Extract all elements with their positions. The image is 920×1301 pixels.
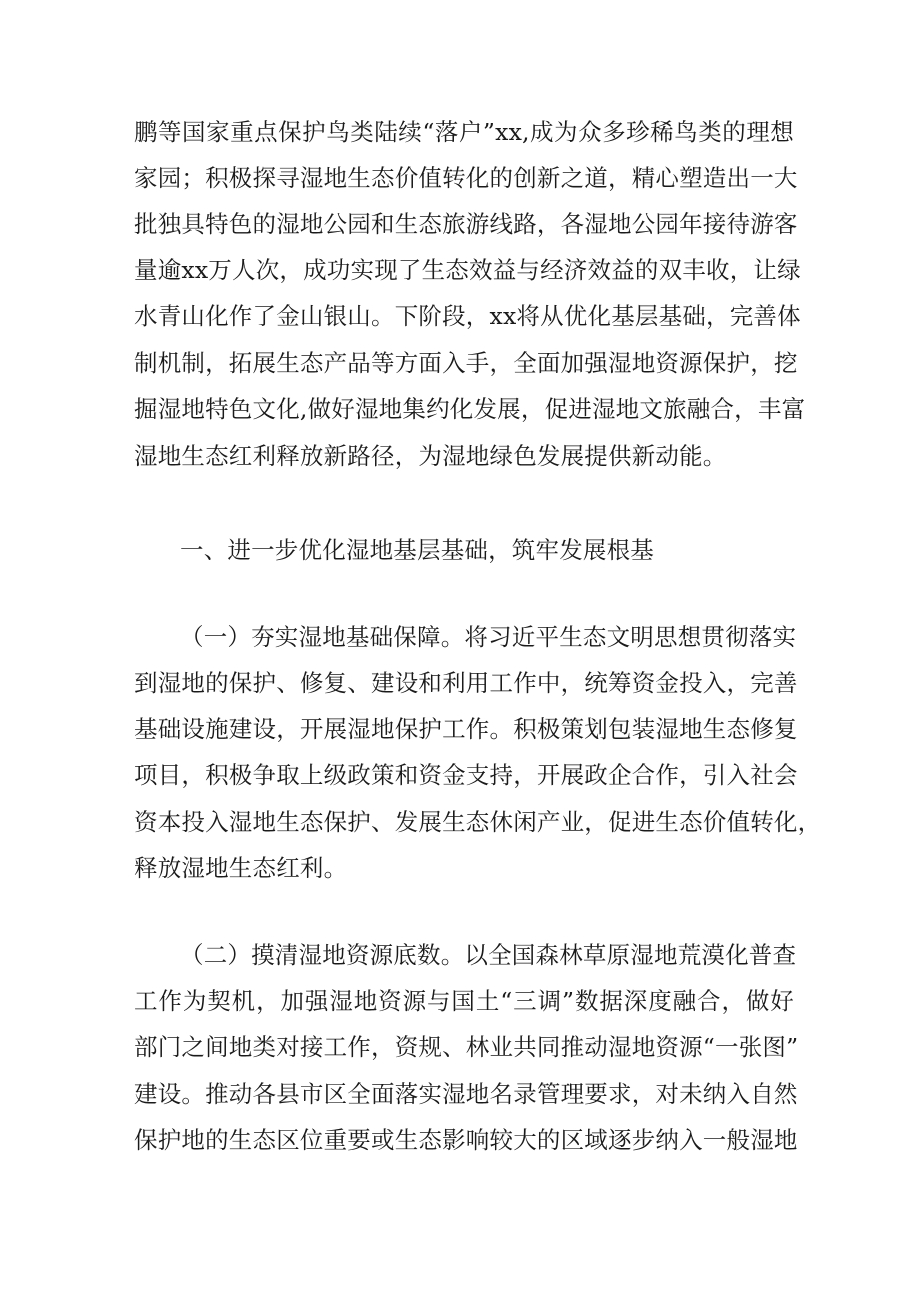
paragraph-2-line-1: （二）摸清湿地资源底数。以全国森林草原湿地荒漠化普查 bbox=[180, 941, 797, 969]
paragraph-intro-line-7: 掘湿地特色文化,做好湿地集约化发展，促进湿地文旅融合，丰富 bbox=[134, 395, 806, 423]
section-heading: 一、进一步优化湿地基层基础，筑牢发展根基 bbox=[180, 536, 654, 564]
paragraph-1-line-4: 项目，积极争取上级政策和资金支持，开展政企合作，引入社会 bbox=[134, 761, 798, 789]
paragraph-intro-line-3: 批独具特色的湿地公园和生态旅游线路，各湿地公园年接待游客 bbox=[134, 210, 798, 238]
paragraph-1-line-2: 到湿地的保护、修复、建设和利用工作中，统筹资金投入，完善 bbox=[134, 669, 798, 697]
paragraph-1-line-6: 释放湿地生态红利。 bbox=[134, 854, 348, 882]
paragraph-intro-line-5: 水青山化作了金山银山。下阶段，xx将从优化基层基础，完善体 bbox=[134, 302, 801, 330]
paragraph-intro-line-4: 量逾xx万人次，成功实现了生态效益与经济效益的双丰收，让绿 bbox=[134, 256, 801, 284]
paragraph-2-line-3: 部门之间地类对接工作，资规、林业共同推动湿地资源“一张图” bbox=[134, 1033, 799, 1061]
paragraph-1-line-3: 基础设施建设，开展湿地保护工作。积极策划包装湿地生态修复 bbox=[134, 715, 798, 743]
paragraph-2-line-4: 建设。推动各县市区全面落实湿地名录管理要求，对未纳入自然 bbox=[134, 1080, 798, 1108]
paragraph-intro-line-2: 家园；积极探寻湿地生态价值转化的创新之道，精心塑造出一大 bbox=[134, 164, 798, 192]
paragraph-2-line-2: 工作为契机，加强湿地资源与国土“三调”数据深度融合，做好 bbox=[134, 987, 794, 1015]
paragraph-1-line-1: （一）夯实湿地基础保障。将习近平生态文明思想贯彻落实 bbox=[180, 623, 797, 651]
paragraph-intro-line-6: 制机制，拓展生态产品等方面入手，全面加强湿地资源保护，挖 bbox=[134, 349, 798, 377]
paragraph-1-line-5: 资本投入湿地生态保护、发展生态休闲产业，促进生态价值转化， bbox=[134, 808, 822, 836]
paragraph-2-line-5: 保护地的生态区位重要或生态影响较大的区域逐步纳入一般湿地 bbox=[134, 1126, 798, 1154]
paragraph-intro-line-1: 鹏等国家重点保护鸟类陆续“落户”xx,成为众多珍稀鸟类的理想 bbox=[134, 118, 794, 146]
paragraph-intro-line-8: 湿地生态红利释放新路径，为湿地绿色发展提供新动能。 bbox=[134, 442, 727, 470]
